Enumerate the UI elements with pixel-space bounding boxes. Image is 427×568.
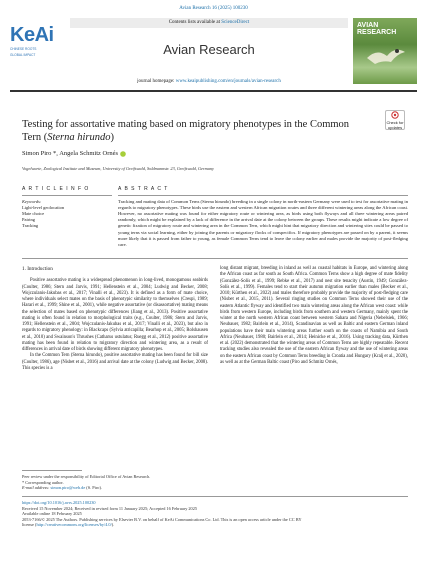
badge-line1: Check for [386, 120, 404, 125]
author-names: Simon Piro *, Angela Schmitz Ornés [22, 150, 119, 157]
homepage-line [70, 79, 348, 84]
email-link[interactable]: simon.piro@web.de [50, 485, 86, 490]
update-icon [391, 111, 399, 119]
license-label: license ( [22, 522, 37, 527]
title-italic: Sterna hirundo [47, 132, 111, 143]
badge-line2: updates [387, 125, 403, 130]
article-title [22, 118, 352, 144]
keai-logo-sub1: CHINESE ROOTS [10, 47, 37, 51]
article-info-heading: A R T I C L E I N F O [22, 186, 90, 192]
peer-review-note: Peer review under the responsibility of Editorial Office of Avian Research. [22, 474, 151, 479]
keai-logo-sub2: GLOBAL IMPACT [10, 53, 36, 57]
email-suffix: (S. Piro). [85, 485, 102, 490]
keai-logo[interactable] [10, 25, 66, 77]
keai-logo-word: KeAi [10, 24, 54, 46]
abstract-text: Tracking and mating data of Common Terns (Sterna hirundo) breeding in a single colony in north-eastern Germany were used to test for assortative mating in regards to migratory phenotypes. These birds use the eastern and western African migration routes and three different wintering areas along the African coast. However, no assortative mating was found for either migratory route or wintering area, as birds using both flyways and all three wintering areas paired randomly, which might be explained by a lack of difference in the arrival date at the colony between the groups. These results might indicate a low degree of genetic fixation of migratory route and wintering area in the Common Tern, which might hint that migratory direction and wintering sites could be passed to young terns via social learning, either by joining the parents or migratory flocks of conspecifics. If migratory phenotypes are passed on by a parent, it seems more likely that it is passed from father to young, as female Common Terns tend to leave the colony earlier and males provide the majority of post-fledging care. [118, 198, 408, 248]
sciencedirect-link[interactable]: ScienceDirect [221, 20, 250, 25]
journal-info-box [70, 18, 348, 84]
license-line1: 2053-7166/© 2025 The Authors. Publishing services by Elsevier B.V. on behalf of KeAi Communications Co. Ltd. This is an open access article under the CC BY [22, 516, 302, 522]
paragraph: In the Common Tern (Sterna hirundo), positive assortative mating has been found for bill size (Coulter, 1986), age (Nisbet et al., 2016) and arrival date at the colony (Ludwig and Becker, 2008). This species is a [22, 353, 208, 371]
abstract-rule [118, 195, 408, 196]
title-part1: Testing for assortative mating based on migratory phenotypes in the Common Tern ( [22, 119, 350, 143]
keyword-item: Pairing [22, 216, 35, 222]
running-header[interactable]: Avian Research 16 (2025) 100230 [179, 6, 248, 11]
email-line [22, 485, 408, 491]
article-info [22, 186, 112, 229]
cover-bird-icon [353, 18, 417, 84]
affiliation: Vogelwarte, Zoological Institute and Museum, University of Greifswald, Soldmannstr. 23, Greifswald, Germany [22, 166, 214, 171]
homepage-label: journal homepage: [137, 79, 176, 84]
check-for-updates-badge[interactable] [385, 110, 405, 130]
abstract-bottom-rule [22, 258, 408, 259]
body-right-column [220, 266, 408, 366]
available-line: Available online 18 February 2025 [22, 511, 82, 516]
abstract-heading: A B S T R A C T [118, 186, 169, 192]
license-link[interactable]: http://creativecommons.org/licenses/by/4.0/ [36, 522, 112, 527]
journal-title: Avian Research [163, 42, 255, 57]
license-end: ). [111, 522, 115, 527]
received-line: Received 15 November 2024; Received in revised form 11 January 2025; Accepted 16 February 2025 [22, 505, 198, 511]
authors[interactable] [22, 150, 126, 157]
homepage-link[interactable]: www.keaipublishing.com/en/journals/avian-research [175, 79, 281, 84]
title-part2: ) [110, 132, 115, 143]
corresponding-note: * Corresponding author. [22, 479, 64, 485]
orcid-icon[interactable] [120, 151, 126, 157]
footnote-rule [22, 470, 82, 471]
journal-cover-image[interactable] [353, 18, 417, 84]
info-rule [22, 195, 112, 196]
header-rule [10, 90, 417, 92]
keywords-label: Keywords: [22, 198, 42, 204]
section-heading: 1. Introduction [22, 266, 53, 272]
keyword-item: Mate choice [22, 210, 45, 216]
journal-banner [10, 18, 417, 84]
contents-bar [70, 18, 348, 28]
keyword-item: Light-level geolocation [22, 204, 65, 210]
publication-info [22, 500, 408, 528]
paragraph: Positive assortative mating is a widespread phenomenon in long-lived, monogamous seabirds (Coulter, 1986; Stern and Jarvis, 1991; Hellenstein et al., 2004; Ludwig and Becker, 2008; Wojczulanis-Jakubas et al., 2017; Vinalli et al., 2023). It is defined as a form of mate choice, where individuals select mates on the basis of phenotypic similarity to themselves (Crespi, 1989; Harari et al., 1999; Shine et al., 2001), while negative assortative (or disassortative) mating means the selection of mates based on phenotypic differences (Jiang et al., 2013). Positive assortative mating is often found in relation to morphological traits (e.g., Coulter, 1986; Stern and Jarvis, 1991; Hellenstein et al., 2004; Wojczulanis-Jakubas et al., 2017; Vinalli et al., 2023), but also in regards to migratory phenology: in Blackcaps (Sylvia atricapilla; Bearhop et al., 2005; Rolshausen et al., 2010) and Swainson's Thrushes (Catharus ustulatus; Ruegg et al., 2012) positive assortative mating has been found in relation to migratory direction and wintering area, as a result of differences in arrival date of birds showing different migratory phenotypes. [22, 278, 208, 352]
keyword-item: Tracking [22, 222, 39, 228]
contents-text: Contents lists available at [168, 20, 222, 25]
doi-link[interactable]: https://doi.org/10.1016/j.avrs.2025.100230 [22, 500, 96, 505]
abstract [118, 186, 408, 248]
footer-rule [22, 496, 408, 497]
paragraph: long distant migrant, breeding in inland as well as coastal habitats in Europe, and wintering along the African coast as far south as South Africa. Common Terns show a high degree of mate fidelity (González-Solís et al., 1999; Rebke et al., 2017) and nest site tenacity (Austin, 1949; González-Solís et al., 1999). Females tend to start their autumn migration earlier than males (Becker et al., 2010; Kürthen et al., 2022) and males therefore probably provide the majority of post-fledging care (Nisbet et al., 2015, 2011). Several ringing studies on Common Terns showed their use of the eastern Atlantic flyway and identified two main wintering areas along the African west coast: while birds from western Europe, including birds from southern and western Germany, mainly spent the winter at the north western African coast between western Sahara and Nigeria (Nebelsiek, 1966; Neubauer, 1982; Bairlein et al., 2014), Scandinavian as well as Baltic and eastern German inland populations have their main wintering areas further south on the coasts of Namibia and South Africa (Neubauer, 1980; Bairlein et al., 2014; Heinicke et al., 2016). Using tracking data, Kürthen et al. (2022) demonstrated that the wintering areas of Common Terns are highly repeatable. Recent tracking studies also revealed the use of the eastern African flyway and the use of wintering areas on the eastern African coast by Common Terns breeding in Croatia and Hungary (Kralj et al., 2020), as well as at the German Baltic coast (Piro and Schmitz Ornés, [220, 266, 408, 365]
cover-title: AVIAN RESEARCH [357, 22, 397, 36]
email-label: E-mail address: [22, 485, 51, 490]
license-line2 [22, 522, 408, 528]
body-left-column [22, 266, 208, 372]
footnotes [22, 474, 408, 491]
